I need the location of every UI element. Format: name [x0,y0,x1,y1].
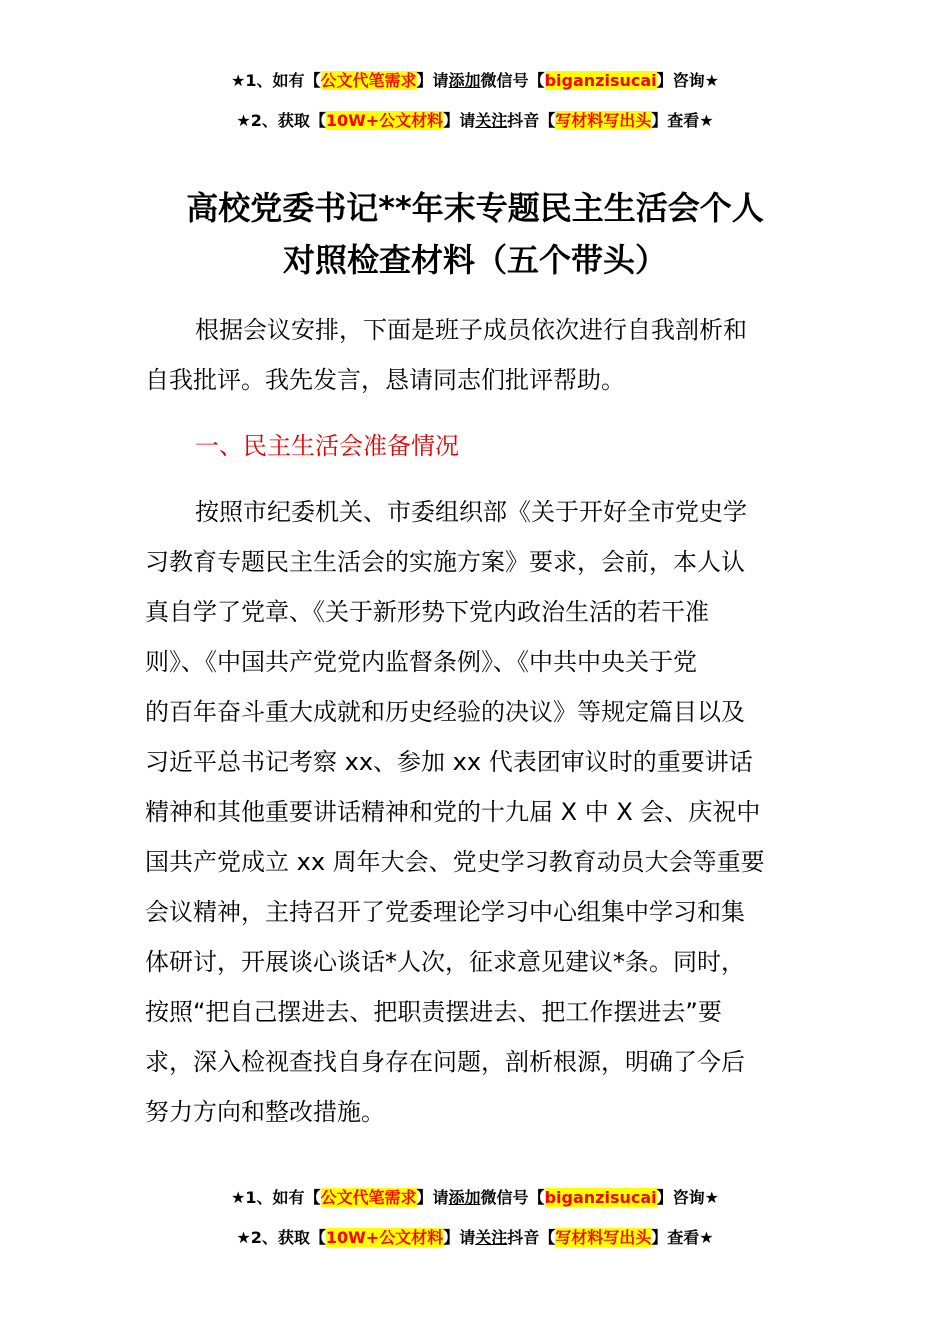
promo-text: 】请 [443,1228,476,1247]
promo-text: 】请 [416,71,449,90]
promo-suffix: 】咨询★ [656,71,719,90]
promo-text: 】请 [443,111,476,130]
body-line: 会议精神，主持召开了党委理论学习中心组集中学习和集 [145,898,745,926]
promo-text: 】请 [416,1188,449,1207]
promo-text: 微信号【 [480,71,545,90]
document-title-line-2: 对照检查材料（五个带头） [282,241,667,279]
promo-highlight: 10W+公文材料 [325,1228,444,1247]
promo-douyin-id: 写材料写出头 [555,111,652,130]
body-line: 则》、《中国共产党党内监督条例》、《中共中央关于党 [145,648,697,676]
section-heading: 一、民主生活会准备情况 [195,432,459,460]
promo-highlight: 公文代笔需求 [320,1188,417,1207]
body-line: 习教育专题民主生活会的实施方案》要求，会前，本人认 [145,548,745,576]
body-line: 体研讨，开展谈心谈话*人次，征求意见建议*条。同时， [145,948,745,976]
promo-highlight: 10W+公文材料 [325,111,444,130]
body-line: 的百年奋斗重大成就和历史经验的决议》等规定篇目以及 [145,698,745,726]
promo-douyin-id: 写材料写出头 [555,1228,652,1247]
body-line: 真自学了党章、《关于新形势下党内政治生活的若干准 [145,598,709,626]
promo-underlined: 关注 [475,111,508,130]
promo-text: 抖音【 [507,1228,556,1247]
promo-wechat-id: biganzisucai [544,71,657,90]
body-line: 按照“把自己摆进去、把职责摆进去、把工作摆进去”要 [145,998,722,1026]
promo-line-1-top [0,70,950,92]
promo-underlined: 添加 [448,1188,481,1207]
promo-underlined: 添加 [448,71,481,90]
promo-line-2-bottom [0,1227,950,1249]
promo-highlight: 公文代笔需求 [320,71,417,90]
body-line: 努力方向和整改措施。 [145,1098,385,1126]
intro-line-2: 自我批评。我先发言，恳请同志们批评帮助。 [145,366,625,394]
body-line: 精神和其他重要讲话精神和党的十九届 X 中 X 会、庆祝中 [145,798,761,826]
intro-line-1: 根据会议安排，下面是班子成员依次进行自我剖析和 [195,316,747,344]
promo-suffix: 】咨询★ [656,1188,719,1207]
promo-wechat-id: biganzisucai [544,1188,657,1207]
body-line: 习近平总书记考察 xx、参加 xx 代表团审议时的重要讲话 [145,748,753,776]
body-line: 按照市纪委机关、市委组织部《关于开好全市党史学 [195,498,747,526]
promo-text: 微信号【 [480,1188,545,1207]
body-line: 求，深入检视查找自身存在问题，剖析根源，明确了今后 [145,1048,745,1076]
promo-underlined: 关注 [475,1228,508,1247]
document-title-line-1: 高校党委书记**年末专题民主生活会个人 [186,189,764,227]
promo-prefix: ★2、获取【 [236,1228,326,1247]
promo-prefix: ★2、获取【 [236,111,326,130]
promo-line-1-bottom [0,1187,950,1209]
promo-prefix: ★1、如有【 [231,1188,321,1207]
promo-line-2-top [0,110,950,132]
promo-suffix: 】查看★ [651,1228,714,1247]
body-line: 国共产党成立 xx 周年大会、党史学习教育动员大会等重要 [145,848,765,876]
promo-prefix: ★1、如有【 [231,71,321,90]
promo-text: 抖音【 [507,111,556,130]
promo-suffix: 】查看★ [651,111,714,130]
